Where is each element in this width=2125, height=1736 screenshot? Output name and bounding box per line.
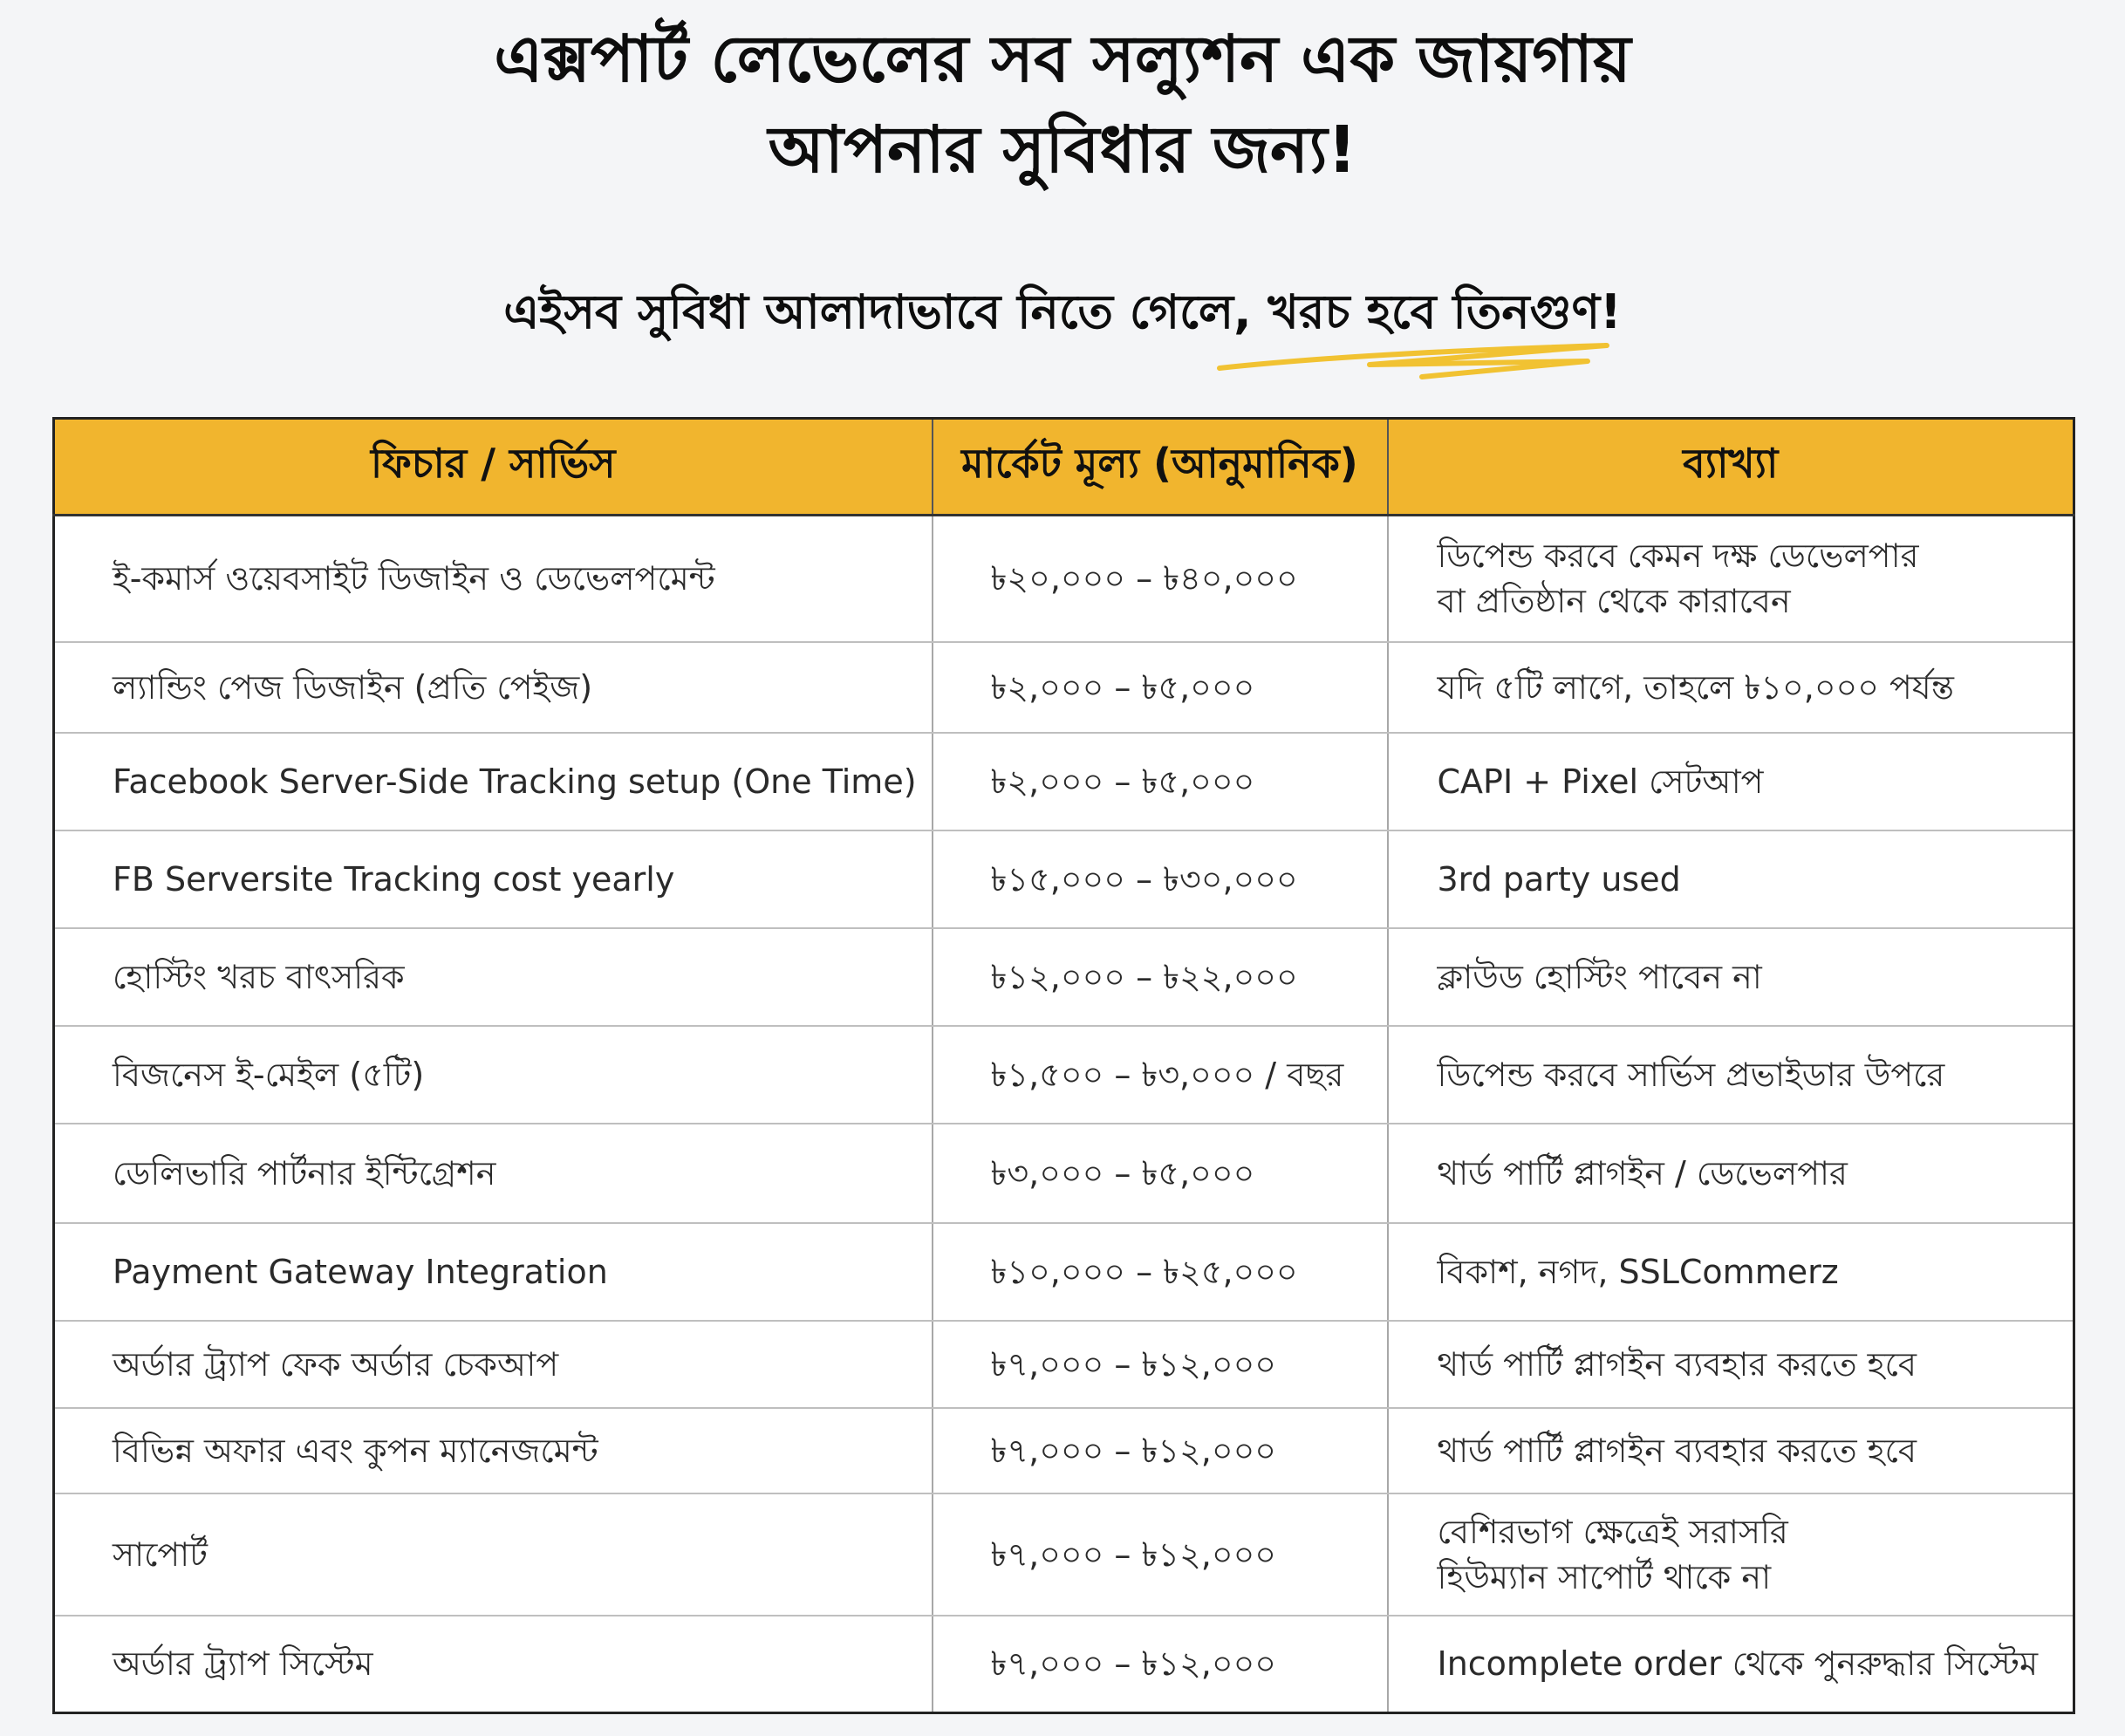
table-row [54, 1223, 2074, 1321]
note-cell [1388, 642, 2074, 733]
note-line: ডিপেন্ড করবে সার্ভিস প্রভাইডার উপরে [1437, 1055, 1945, 1094]
table-row [54, 733, 2074, 830]
feature-cell: Facebook Server-Side Tracking setup (One Time) [54, 733, 933, 830]
table-row [54, 642, 2074, 733]
subheading: এইসব সুবিধা আলাদাভাবে নিতে গেলে, খরচ হবে তিনগুণ! [503, 284, 1622, 339]
price-cell: ৳১৫,০০০ – ৳৩০,০০০ [933, 830, 1388, 928]
page-title-line-2: আপনার সুবিধার জন্য! [768, 113, 1357, 188]
note-line: বেশিরভাগ ক্ষেত্রেই সরাসরি [1437, 1512, 1788, 1551]
pricing-comparison-table [52, 417, 2075, 1714]
column-header-market-price: মার্কেট মূল্য (আনুমানিক) [933, 419, 1388, 516]
note-line: বিকাশ, নগদ, SSLCommerz [1437, 1252, 1839, 1291]
feature-cell: সাপোর্ট [54, 1493, 933, 1616]
note-cell [1388, 1321, 2074, 1408]
price-cell: ৳১,৫০০ – ৳৩,০০০ / বছর [933, 1026, 1388, 1124]
table-row [54, 830, 2074, 928]
table-row [54, 1321, 2074, 1408]
note-line: Incomplete order থেকে পুনরুদ্ধার সিস্টেম [1437, 1644, 2039, 1684]
note-line: বা প্রতিষ্ঠান থেকে কারাবেন [1437, 582, 1791, 621]
note-line: CAPI + Pixel সেটআপ [1437, 762, 1764, 801]
table-row [54, 1408, 2074, 1493]
feature-cell: ডেলিভারি পার্টনার ইন্টিগ্রেশন [54, 1124, 933, 1223]
table-header-row [54, 419, 2074, 516]
price-cell: ৳১২,০০০ – ৳২২,০০০ [933, 928, 1388, 1026]
note-cell [1388, 830, 2074, 928]
feature-cell: ল্যান্ডিং পেজ ডিজাইন (প্রতি পেইজ) [54, 642, 933, 733]
note-cell [1388, 1124, 2074, 1223]
price-cell: ৳২,০০০ – ৳৫,০০০ [933, 642, 1388, 733]
table-row [54, 516, 2074, 642]
feature-cell: অর্ডার ট্র্যাপ সিস্টেম [54, 1616, 933, 1713]
column-header-explanation: ব্যাখ্যা [1388, 419, 2074, 516]
note-cell [1388, 1408, 2074, 1493]
note-cell [1388, 733, 2074, 830]
price-cell: ৳৭,০০০ – ৳১২,০০০ [933, 1321, 1388, 1408]
feature-cell: বিজনেস ই-মেইল (৫টি) [54, 1026, 933, 1124]
price-cell: ৳১০,০০০ – ৳২৫,০০০ [933, 1223, 1388, 1321]
price-cell: ৳৩,০০০ – ৳৫,০০০ [933, 1124, 1388, 1223]
table-row [54, 928, 2074, 1026]
feature-cell: হোস্টিং খরচ বাৎসরিক [54, 928, 933, 1026]
feature-cell: FB Serversite Tracking cost yearly [54, 830, 933, 928]
note-cell [1388, 1616, 2074, 1713]
price-cell: ৳৭,০০০ – ৳১২,০০০ [933, 1408, 1388, 1493]
table-row [54, 1124, 2074, 1223]
price-cell: ৳২,০০০ – ৳৫,০০০ [933, 733, 1388, 830]
note-cell [1388, 928, 2074, 1026]
note-cell [1388, 1493, 2074, 1616]
price-cell: ৳২০,০০০ – ৳৪০,০০০ [933, 516, 1388, 642]
note-cell [1388, 1026, 2074, 1124]
column-header-feature: ফিচার / সার্ভিস [54, 419, 933, 516]
underline-squiggle-decoration [1213, 338, 1614, 382]
note-line: ডিপেন্ড করবে কেমন দক্ষ ডেভেলপার [1437, 537, 1919, 576]
table-row [54, 1616, 2074, 1713]
table-row [54, 1493, 2074, 1616]
note-line: 3rd party used [1437, 859, 1681, 899]
price-cell: ৳৭,০০০ – ৳১২,০০০ [933, 1616, 1388, 1713]
note-line: থার্ড পার্টি প্লাগইন ব্যবহার করতে হবে [1437, 1431, 1917, 1470]
note-line: যদি ৫টি লাগে, তাহলে ৳১০,০০০ পর্যন্ত [1437, 667, 1954, 707]
page-title-line-1: এক্সপার্ট লেভেলের সব সল্যুশন এক জায়গায় [494, 22, 1631, 97]
note-line: থার্ড পার্টি প্লাগইন / ডেভেলপার [1437, 1153, 1848, 1193]
feature-cell: বিভিন্ন অফার এবং কুপন ম্যানেজমেন্ট [54, 1408, 933, 1493]
note-line: হিউম্যান সাপোর্ট থাকে না [1437, 1557, 1772, 1596]
note-line: থার্ড পার্টি প্লাগইন ব্যবহার করতে হবে [1437, 1344, 1917, 1384]
table-row [54, 1026, 2074, 1124]
note-line: ক্লাউড হোস্টিং পাবেন না [1437, 957, 1762, 996]
price-cell: ৳৭,০০০ – ৳১২,০০০ [933, 1493, 1388, 1616]
feature-cell: ই-কমার্স ওয়েবসাইট ডিজাইন ও ডেভেলপমেন্ট [54, 516, 933, 642]
feature-cell: অর্ডার ট্র্যাপ ফেক অর্ডার চেকআপ [54, 1321, 933, 1408]
feature-cell: Payment Gateway Integration [54, 1223, 933, 1321]
note-cell [1388, 1223, 2074, 1321]
note-cell [1388, 516, 2074, 642]
